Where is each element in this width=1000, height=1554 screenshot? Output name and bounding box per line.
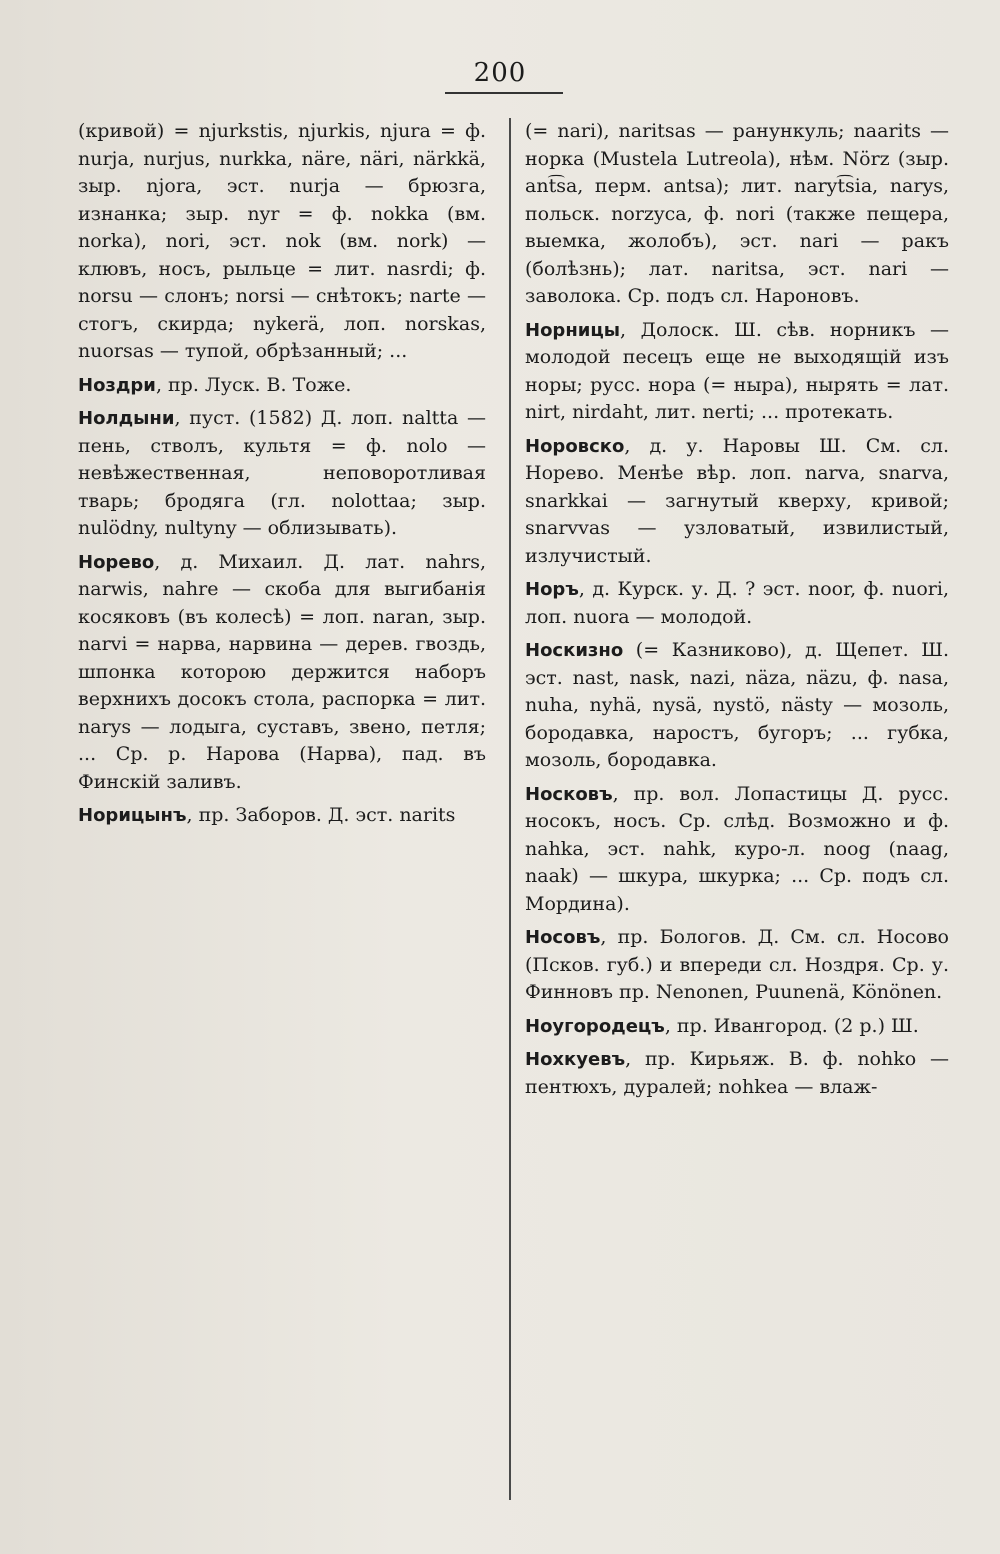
entry-text: , д. Курск. у. Д. ? эст. noor, ф. nuori, лоп. nuora — молодой. (525, 578, 949, 628)
page-number: 200 (473, 58, 527, 88)
entry-text: (= nari), naritsas — ранункуль; naarits — норка (Mustela Lutreola), нѣм. Nörz (зыр. ant͡sa, перм. antsa); лит. naryt͡sia, narys, польск. norzyca, ф. nori (также пещера, выемка, жолобъ), эст. nari — ракъ (болѣзнь); лат. naritsa, эст. nari — заволока. Ср. подъ сл. Нароновъ. (525, 120, 949, 307)
entry-text: , пр. Луск. В. Тоже. (155, 373, 352, 396)
dictionary-entry (525, 317, 949, 427)
dictionary-entry (78, 372, 486, 400)
dictionary-entry (78, 549, 486, 797)
entry-headword: Норницы (525, 319, 620, 341)
entry-headword: Ноздри (78, 374, 156, 396)
dictionary-entry (525, 118, 949, 311)
entry-headword: Носовъ (525, 927, 601, 948)
entry-headword: Норицынъ (78, 805, 187, 826)
entry-headword: Норъ (525, 579, 579, 600)
dictionary-entry (78, 802, 486, 830)
entry-text: , пр. Заборов. Д. эст. narits (186, 804, 456, 826)
left-column (78, 118, 486, 836)
dictionary-entry (525, 433, 949, 571)
entry-headword: Нохкуевъ (525, 1049, 626, 1070)
right-column (525, 118, 949, 1107)
entry-headword: Нолдыни (78, 408, 175, 429)
entry-text: , пр. вол. Лопастицы Д. русс. носокъ, носъ. Ср. слѣд. Возможно и ф. nahka, эст. nahk, куро-л. noog (naag, naak) — шкура, шкурка; ... Ср. подъ сл. Мордина). (525, 782, 949, 915)
dictionary-entry (525, 1013, 949, 1041)
dictionary-entry (525, 637, 949, 775)
entry-headword: Ноугородецъ (525, 1015, 665, 1037)
page-number-underline (445, 92, 563, 94)
entry-text: (кривой) = njurkstis, njurkis, njura = ф. nurja, nurjus, nurkka, näre, näri, närkkä, зыр. njora, эст. nurja — брюзга, изнанка; зыр. nyr = ф. nokka (вм. norka), nori, эст. nok (вм. nork) — клювъ, носъ, рыльце = лит. nasrdi; ф. norsu — слонъ; norsi — снѣтокъ; narte — стогъ, скирда; nykerä, лоп. norskas, nuorsas — тупой, обрѣзанный; ... (78, 120, 486, 362)
entry-headword: Носковъ (525, 783, 613, 805)
entry-text: (= Казниково), д. Щепет. Ш. эст. nast, nask, nazi, näza, näzu, ф. nasa, nuha, nyhä, nysä, nystö, nästy — мозоль, бородавка, наростъ, бугоръ; ... губка, мозоль, бородавка. (525, 639, 949, 771)
entry-text: , Долоск. Ш. сѣв. норникъ — молодой песецъ еще не выходящій изъ норы; русс. нора (= ныра), нырять = лат. nirt, nirdaht, лит. nerti; ... протекать. (525, 318, 949, 423)
dictionary-entry (525, 924, 949, 1007)
entry-headword: Носкизно (525, 640, 624, 661)
column-divider (509, 118, 511, 1500)
dictionary-entry (525, 1046, 949, 1101)
dictionary-entry (525, 576, 949, 631)
entry-text: , пр. Бологов. Д. См. сл. Носово (Псков. губ.) и впереди сл. Ноздря. Ср. у. Финновъ пр. Nenonen, Puunenä, Könönen. (525, 926, 949, 1003)
entry-text: , д. у. Наровы Ш. См. сл. Норево. Менѣе вѣр. лоп. narva, snarva, snarkkai — загнутый кверху, кривой; snarvvas — узловатый, извилистый, излучистый. (525, 434, 949, 567)
entry-headword: Норево (78, 551, 155, 573)
entry-text: , д. Михаил. Д. лат. nahrs, narwis, nahre — скоба для выгибанія косяковъ (въ колесѣ) = лоп. naran, зыр. narvi = нарва, нарвина — дерев. гвоздь, шпонка которою держится наборъ верхнихъ досокъ стола, распорка = лит. narys — лодыга, суставъ, звено, петля; ... Ср. р. Нарова (Нарва), пад. въ Финскій заливъ. (78, 550, 486, 793)
dictionary-entry (525, 781, 949, 919)
entry-headword: Норовско (525, 435, 625, 457)
entry-text: , пр. Ивангород. (2 р.) Ш. (664, 1014, 919, 1037)
entry-text: , пр. Кирьяж. В. ф. nohko — пентюхъ, дуралей; nohkea — влаж- (525, 1048, 949, 1098)
dictionary-entry (78, 405, 486, 543)
entry-text: , пуст. (1582) Д. лоп. naltta — пень, стволъ, культя = ф. nolo — невѣжественная, неповоротливая тварь; бродяга (гл. nolottaa; зыр. nulödny, nultyny — облизывать). (78, 407, 486, 539)
dictionary-entry (78, 118, 486, 366)
